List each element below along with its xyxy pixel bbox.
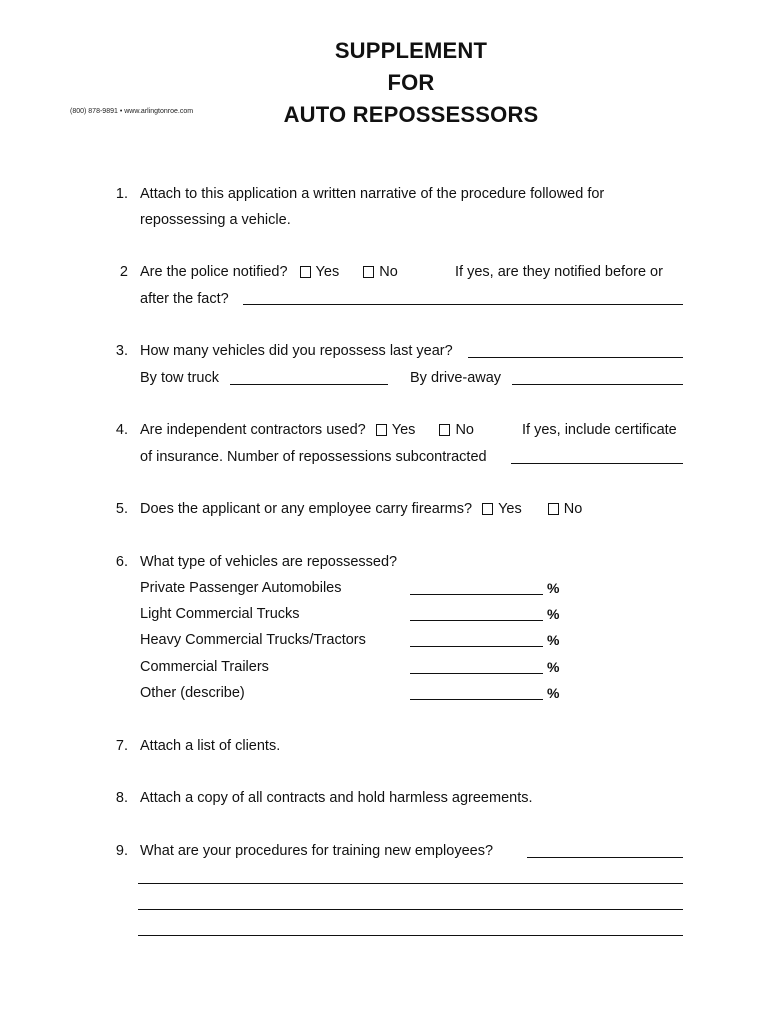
q7-text: Attach a list of clients. [140, 738, 281, 754]
q2-no-checkbox[interactable] [363, 266, 374, 278]
q9-answer-line-1[interactable] [527, 857, 683, 858]
q2-followup-line2: after the fact? [140, 291, 229, 307]
title-line-3: AUTO REPOSSESSORS [283, 102, 539, 127]
q6-trailers-line[interactable] [410, 673, 543, 674]
q6-light-trucks-line[interactable] [410, 620, 543, 621]
q6-item-other: Other (describe) [140, 685, 245, 701]
q6-item-private: Private Passenger Automobiles [140, 580, 342, 596]
q9-number: 9. [115, 843, 128, 859]
q4-no-checkbox[interactable] [439, 424, 450, 436]
q5-question [140, 499, 582, 519]
q2-followup: If yes, are they notified before or [455, 264, 663, 280]
q2-number: 2 [119, 264, 128, 280]
q5-no-label: No [563, 501, 583, 517]
q2-text: Are the police notified? [140, 264, 288, 280]
q6-text: What type of vehicles are repossessed? [140, 554, 398, 570]
q5-yes-label: Yes [498, 501, 522, 517]
q6-item-light-trucks: Light Commercial Trucks [140, 606, 300, 622]
q4-text: Are independent contractors used? [140, 422, 366, 438]
q8-text: Attach a copy of all contracts and hold harmless agreements. [140, 790, 533, 806]
q4-subcontracted-line[interactable] [511, 463, 683, 464]
q6-trailers-percent: % [547, 659, 560, 675]
q3-text: How many vehicles did you repossess last year? [140, 343, 453, 359]
q1-text-line1: Attach to this application a written narrative of the procedure followed for [140, 186, 605, 202]
q4-question [140, 420, 474, 440]
q2-yes-checkbox[interactable] [300, 266, 311, 278]
q2-answer-line[interactable] [243, 304, 683, 305]
contact-info: (800) 878-9891 • www.arlingtonroe.com [70, 108, 194, 115]
q6-private-percent: % [547, 580, 560, 596]
q6-other-percent: % [547, 685, 560, 701]
q8-number: 8. [115, 790, 128, 806]
q3-number: 3. [115, 343, 128, 359]
q3-drive-line[interactable] [512, 384, 683, 385]
q9-answer-line-4[interactable] [138, 935, 683, 936]
q2-no-label: No [379, 264, 398, 280]
q4-no-label: No [455, 422, 474, 438]
q9-answer-line-3[interactable] [138, 909, 683, 910]
title-line-1: SUPPLEMENT [334, 38, 488, 63]
q6-light-trucks-percent: % [547, 606, 560, 622]
q5-no-checkbox[interactable] [548, 503, 559, 515]
q3-tow-label: By tow truck [140, 370, 219, 386]
title-line-2: FOR [387, 70, 435, 95]
q6-item-trailers: Commercial Trailers [140, 659, 269, 675]
q6-number: 6. [115, 554, 128, 570]
q4-yes-label: Yes [391, 422, 416, 438]
q6-other-line[interactable] [410, 699, 543, 700]
q4-followup: If yes, include certificate [522, 422, 677, 438]
q1-text-line2: repossessing a vehicle. [140, 212, 291, 228]
q5-text: Does the applicant or any employee carry firearms? [140, 501, 473, 517]
q6-private-line[interactable] [410, 594, 543, 595]
q5-yes-checkbox[interactable] [482, 503, 493, 515]
q4-yes-checkbox[interactable] [376, 424, 387, 436]
q6-heavy-trucks-line[interactable] [410, 646, 543, 647]
q3-drive-label: By drive-away [410, 370, 502, 386]
q5-number: 5. [115, 501, 128, 517]
q9-text: What are your procedures for training new employees? [140, 843, 494, 859]
q3-tow-line[interactable] [230, 384, 388, 385]
q7-number: 7. [115, 738, 128, 754]
q4-number: 4. [115, 422, 128, 438]
q9-answer-line-2[interactable] [138, 883, 683, 884]
q4-text-line2: of insurance. Number of repossessions subcontracted [140, 449, 487, 465]
q6-heavy-trucks-percent: % [547, 632, 560, 648]
q1-number: 1. [115, 186, 128, 202]
q6-item-heavy-trucks: Heavy Commercial Trucks/Tractors [140, 632, 366, 648]
q3-count-line[interactable] [468, 357, 683, 358]
q2-yes-label: Yes [315, 264, 340, 280]
q2-question [140, 262, 398, 282]
